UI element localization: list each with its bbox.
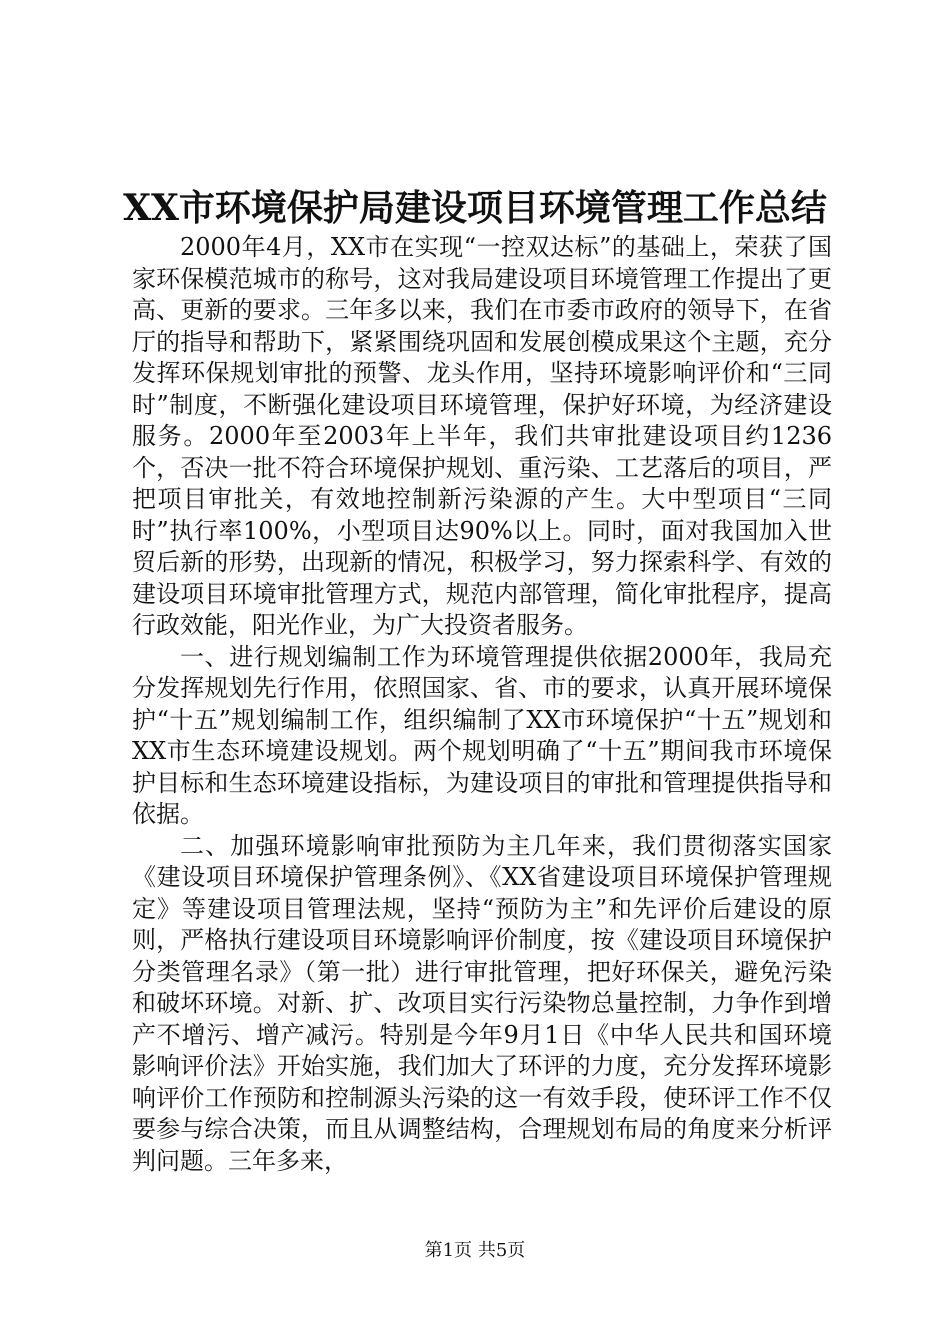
paragraph-section-1: 一、进行规划编制工作为环境管理提供依据2000年，我局充分发挥规划先行作用，依照国家、省、市的要求，认真开展环境保护“十五”规划编制工作，组织编制了XX市环境保护“十五”规划和XX市生态环境建设规划。两个规划明确了“十五”期间我市环境保护目标和生态环境建设指标，为建设项目的审批和管理提供指导和依据。 [132,642,832,828]
paragraph-intro: 2000年4月，XX市在实现“一控双达标”的基础上，荣获了国家环保模范城市的称号，这对我局建设项目环境管理工作提出了更高、更新的要求。三年多以来，我们在市委市政府的领导下，在省厅的指导和帮助下，紧紧围绕巩固和发展创模成果这个主题，充分发挥环保规划审批的预警、龙头作用，坚持环境影响评价和“三同时”制度，不断强化建设项目环境管理，保护好环境，为经济建设服务。2000年至2003年上半年，我们共审批建设项目约1236个，否决一批不符合环境保护规划、重污染、工艺落后的项目，严把项目审批关，有效地控制新污染源的产生。大中型项目“三同时”执行率100%，小型项目达90%以上。同时，面对我国加入世贸后新的形势，出现新的情况，积极学习，努力探索科学、有效的建设项目环境审批管理方式，规范内部管理，简化审批程序，提高行政效能，阳光作业，为广大投资者服务。 [132,233,832,639]
document-body [132,232,832,1177]
document-title: XX市环境保护局建设项目环境管理工作总结 [123,187,827,229]
paragraph-section-2: 二、加强环境影响审批预防为主几年来，我们贯彻落实国家《建设项目环境保护管理条例》、《XX省建设项目环境保护管理规定》等建设项目管理法规，坚持“预防为主”和先评价后建设的原则，严格执行建设项目环境影响评价制度，按《建设项目环境保护分类管理名录》（第一批）进行审批管理，把好环保关，避免污染和破坏环境。对新、扩、改项目实行污染物总量控制，力争作到增产不增污、增产减污。特别是今年9月1日《中华人民共和国环境影响评价法》开始实施，我们加大了环评的力度，充分发挥环境影响评价工作预防和控制源头污染的这一有效手段，使环评工作不仅要参与综合决策，而且从调整结构，合理规划布局的角度来分析评判问题。三年多来， [132,831,832,1175]
page-number-footer: 第1页 共5页 [424,1240,526,1261]
